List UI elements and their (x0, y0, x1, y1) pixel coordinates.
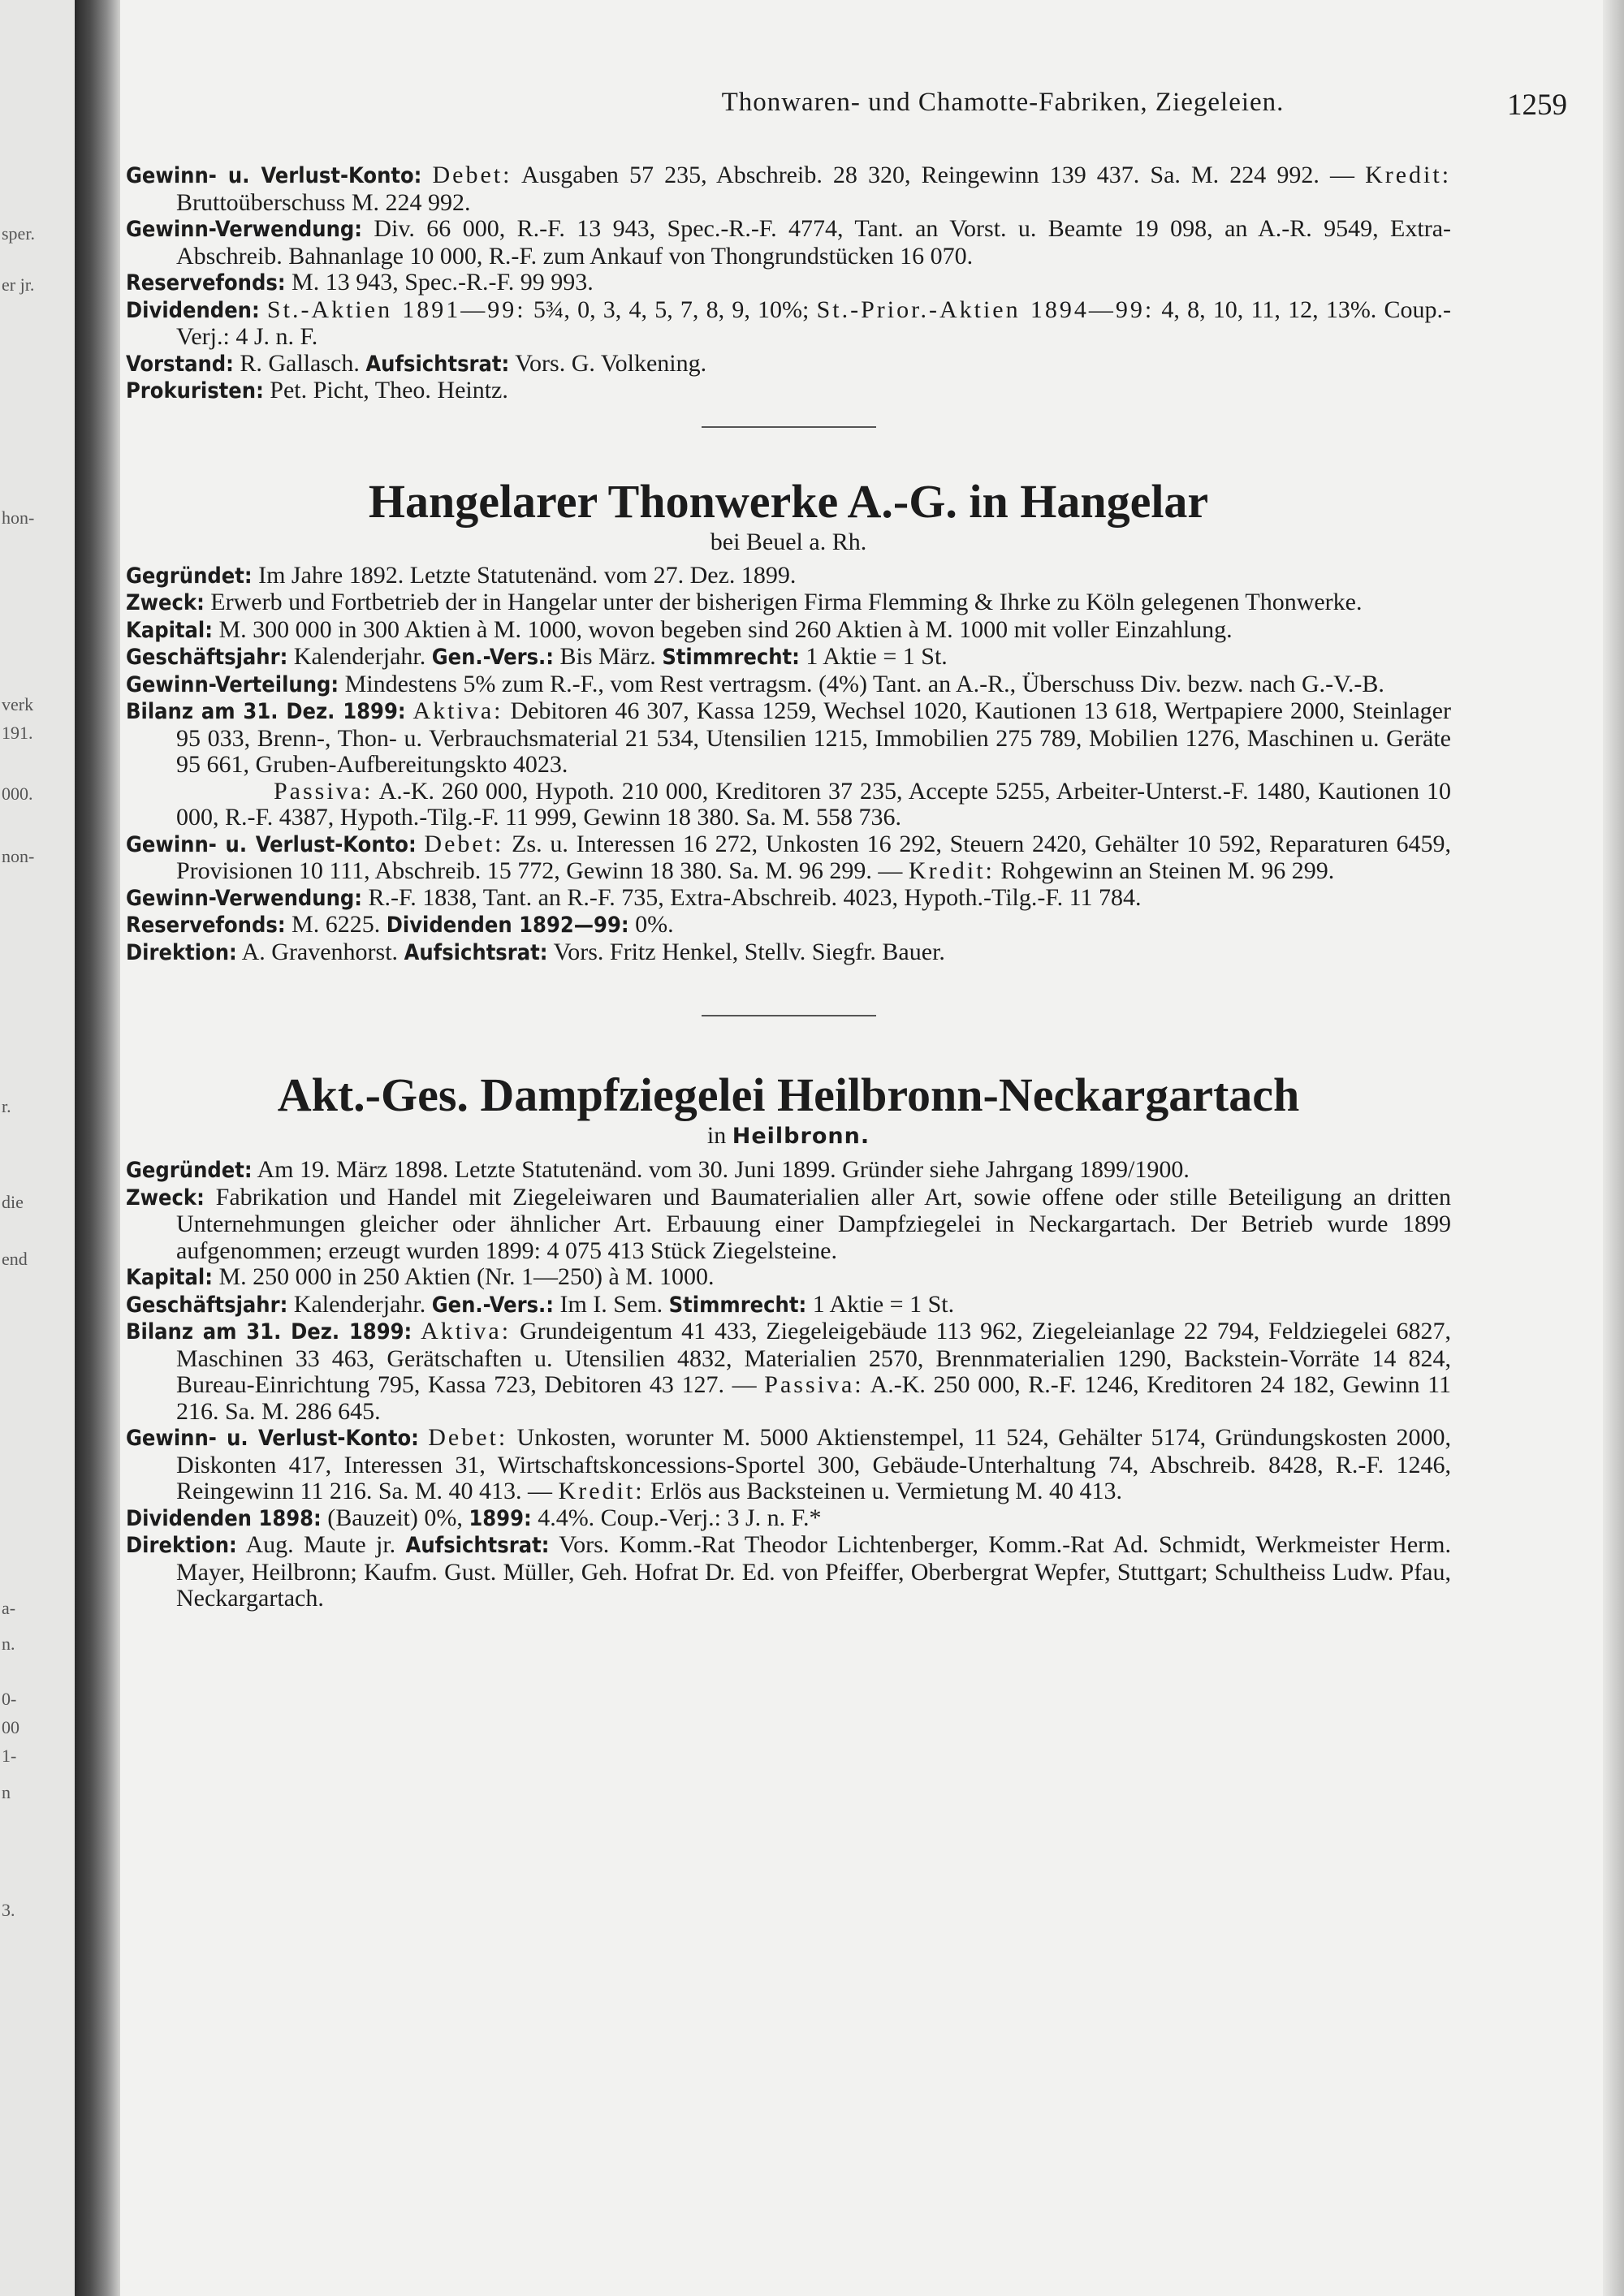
entry-label: Direktion: (126, 1533, 237, 1558)
entry-text: 1 Aktie = 1 St. (806, 643, 948, 670)
entry-label: Reservefonds: (126, 913, 286, 938)
entry-sublabel: Passiva: (764, 1371, 864, 1398)
entry-text: Grundeigentum 41 433, Ziegeleigebäude 113 962, Ziegeleianlage 22 794, Feldziegelei 6827, Maschinen 33 463, Gerätschaften u. Utensilien 4832, Materialien 2570, Brennmaterialien 1290, Backstein-Vorräte 14 824, Bureau-Einrichtung 795, Kassa 723, Debitoren 43 127. — (176, 1318, 1452, 1398)
entry-text: Zs. u. Interessen 16 272, Unkosten 16 292, Steuern 2420, Gehälter 10 592, Reparaturen 6459, Provisionen 10 111, Abschreib. 15 772, Gewinn 18 380. Sa. M. 96 299. — (176, 830, 1451, 884)
entry-gewinn-verlust-konto (126, 831, 1451, 885)
entry-sublabel: Debet: (428, 1424, 508, 1451)
entry-text: 4.4%. Coup.-Verj.: 3 J. n. F.* (538, 1504, 822, 1531)
entry-label: Gen.-Vers.: (431, 1292, 554, 1318)
entry-label: Direktion: (126, 939, 237, 965)
margin-fragment: verk (2, 694, 34, 714)
entry-label: Zweck: (126, 590, 205, 615)
entry-text: Kalenderjahr. (293, 643, 426, 670)
entry-gewinn-verteilung (126, 671, 1451, 699)
entry-label: Dividenden 1898: (126, 1505, 322, 1531)
firm-subtitle: bei Beuel a. Rh. (710, 528, 867, 555)
running-header (438, 88, 1567, 128)
entry-text: Vors. Komm.-Rat Theodor Lichtenberger, Komm.-Rat Ad. Schmidt, Werkmeister Herm. Mayer, Heilbronn; Kaufm. Gust. Müller, Geh. Hofrat Dr. Ed. von Pfeiffer, Oberbergrat Wepfer, Stuttgart; Schultheiss Ludw. Pfau, Neckargartach. (176, 1531, 1451, 1612)
firm-subtitle (126, 1122, 1451, 1150)
margin-fragment: 0- (2, 1689, 17, 1709)
entry-sublabel: Aktiva: (412, 697, 503, 724)
previous-page-margin (0, 0, 75, 2296)
entry-zweck (126, 1185, 1451, 1265)
entry-text: Vors. Fritz Henkel, Stellv. Siegfr. Bauer. (553, 938, 945, 965)
margin-fragment: a- (2, 1598, 16, 1618)
section-hangelarer-thonwerke (126, 475, 1451, 967)
entry-text: M. 13 943, Spec.-R.-F. 99 993. (292, 269, 594, 296)
entry-direktion (126, 939, 1451, 967)
entry-text: Erwerb und Fortbetrieb der in Hangelar unter der bisherigen Firma Flemming & Ihrke zu Köln gelegenen Thonwerke. (210, 589, 1363, 615)
entry-gegruendet (126, 563, 1451, 590)
entry-geschaeftsjahr (126, 1292, 1451, 1319)
entry-dividenden (126, 297, 1451, 351)
entry-label: Geschäftsjahr: (126, 1292, 288, 1318)
margin-fragment: n. (2, 1634, 15, 1654)
entry-text: Erlös aus Backsteinen u. Vermietung M. 40 413. (650, 1478, 1123, 1504)
entry-vorstand (126, 351, 1451, 378)
entry-label: Bilanz am 31. Dez. 1899: (126, 1319, 412, 1344)
book-spine-shadow (75, 0, 120, 2296)
entry-label: Gewinn- u. Verlust-Konto: (126, 1426, 419, 1451)
entry-text: M. 300 000 in 300 Aktien à M. 1000, wovon begeben sind 260 Aktien à M. 1000 mit voller Einzahlung. (218, 615, 1233, 643)
margin-fragment: sper. (2, 223, 35, 244)
margin-fragment: hon- (2, 507, 35, 528)
entry-gewinn-verwendung (126, 216, 1451, 270)
entry-label: Dividenden: (126, 297, 260, 323)
entry-label: Zweck: (126, 1185, 205, 1211)
entry-label: Stimmrecht: (668, 1292, 807, 1318)
entry-gewinn-verlust-konto (126, 1425, 1451, 1505)
entry-direktion (126, 1532, 1451, 1612)
margin-fragment: 00 (2, 1717, 19, 1737)
entry-sublabel: Debet: (424, 830, 504, 857)
entry-label: Gegründet: (126, 1158, 253, 1183)
entry-text: Vors. G. Volkening. (515, 349, 707, 377)
entry-text: 1 Aktie = 1 St. (812, 1290, 955, 1318)
entry-label: Gewinn- u. Verlust-Konto: (126, 831, 417, 857)
margin-fragment: n (2, 1782, 11, 1802)
entry-text: Unkosten, worunter M. 5000 Aktienstempel, 11 524, Gehälter 5174, Gründungskosten 2000, Diskonten 417, Interessen 31, Wirtschaftskoncessions-Sportel 300, Gebäude-Unterhaltung 74, Abschreib. 8428, R.-F. 1246, Reingewinn 11 216. Sa. M. 40 413. — (176, 1424, 1452, 1504)
margin-fragment: non- (2, 846, 35, 866)
firm-title: Akt.-Ges. Dampfziegelei Heilbronn-Neckargartach (277, 1068, 1300, 1121)
entry-text: M. 250 000 in 250 Aktien (Nr. 1—250) à M. 1000. (218, 1263, 715, 1290)
entry-dividenden (126, 1505, 1451, 1533)
entry-reservefonds (126, 912, 1451, 939)
entry-label: Gegründet: (126, 563, 253, 589)
entry-sublabel: Kredit: (1365, 162, 1452, 188)
entry-text: Bruttoüberschuss M. 224 992. (176, 188, 471, 216)
section-previous-firm-continuation (126, 162, 1451, 405)
entry-text: Ausgaben 57 235, Abschreib. 28 320, Reingewinn 139 437. Sa. M. 224 992. — (520, 162, 1354, 188)
entry-label: Vorstand: (126, 351, 234, 377)
running-header-title: Thonwaren- und Chamotte-Fabriken, Ziegeleien. (721, 88, 1285, 117)
entry-text: A.-K. 250 000, R.-F. 1246, Kreditoren 24 182, Gewinn 11 216. Sa. M. 286 645. (176, 1371, 1452, 1425)
entry-label: Prokuristen: (126, 378, 264, 404)
entry-text: Mindestens 5% zum R.-F., vom Rest vertragsm. (4%) Tant. an A.-R., Überschuss Div. bezw. nach G.-V.-B. (344, 670, 1384, 697)
entry-text: Kalenderjahr. (293, 1290, 426, 1318)
entry-text: 0%. (635, 911, 674, 938)
entry-kapital (126, 617, 1451, 645)
entry-text: Rohgewinn an Steinen M. 96 299. (1000, 857, 1335, 884)
margin-fragment: 191. (2, 723, 33, 743)
entry-prokuristen (126, 378, 1451, 405)
margin-fragment: r. (2, 1096, 11, 1116)
entry-label: Reservefonds: (126, 270, 286, 296)
entry-text: (Bauzeit) 0%, (327, 1504, 463, 1531)
page-content (126, 162, 1451, 1612)
entry-text: Am 19. März 1898. Letzte Statutenänd. vom 30. Juni 1899. Gründer siehe Jahrgang 1899/1900. (257, 1156, 1190, 1183)
entry-sublabel: Debet: (432, 162, 512, 188)
entry-sublabel: St.-Prior.-Aktien 1894—99: (816, 296, 1155, 323)
entry-text: Im Jahre 1892. Letzte Statutenänd. vom 27. Dez. 1899. (258, 561, 797, 589)
entry-sublabel: Kredit: (558, 1478, 645, 1504)
section-divider (702, 426, 876, 428)
margin-fragment: die (2, 1192, 24, 1212)
entry-text: A. Gravenhorst. (241, 938, 399, 965)
entry-text: M. 6225. (292, 911, 381, 938)
entry-zweck (126, 589, 1451, 617)
entry-label: Stimmrecht: (662, 645, 800, 670)
entry-label: Aufsichtsrat: (405, 1533, 550, 1558)
entry-text: R. Gallasch. (240, 349, 360, 377)
firm-subtitle-city: Heilbronn. (732, 1124, 870, 1149)
entry-bilanz (126, 698, 1451, 831)
entry-sublabel: Kredit: (908, 857, 995, 884)
firm-title: Hangelarer Thonwerke A.-G. in Hangelar (368, 474, 1209, 528)
entry-text: Debitoren 46 307, Kassa 1259, Wechsel 1020, Kautionen 13 618, Wertpapiere 2000, Steinlager 95 033, Brenn-, Thon- u. Verbrauchsmaterial 21 534, Utensilien 1215, Immobilien 275 789, Mobilien 1276, Maschinen u. Geräte 95 661, Gruben-Aufbereitungskto 4023. (176, 697, 1451, 778)
entry-text: Im I. Sem. (559, 1290, 663, 1318)
entry-sublabel: St.-Aktien 1891—99: (266, 296, 526, 323)
entry-label: Aufsichtsrat: (365, 351, 510, 377)
entry-kapital (126, 1264, 1451, 1292)
entry-label: Geschäftsjahr: (126, 645, 288, 670)
entry-label: 1899: (469, 1505, 532, 1531)
margin-fragment: end (2, 1249, 28, 1269)
entry-text: Pet. Picht, Theo. Heintz. (270, 377, 508, 404)
entry-text: 5¾, 0, 3, 4, 5, 7, 8, 9, 10%; (533, 296, 810, 323)
entry-text: 4, 8, 10, 11, 12, 13%. Coup.-Verj.: 4 J. n. F. (176, 296, 1452, 350)
margin-fragment: 1- (2, 1746, 17, 1766)
entry-geschaeftsjahr (126, 644, 1451, 671)
entry-label: Bilanz am 31. Dez. 1899: (126, 699, 406, 724)
entry-gewinn-verwendung (126, 885, 1451, 913)
margin-fragment: 000. (2, 783, 33, 804)
page-number: 1259 (1507, 88, 1567, 122)
entry-text: Fabrikation und Handel mit Ziegeleiwaren und Baumaterialien aller Art, sowie offene oder stille Beteiligung an dritten Unternehmungen gleicher oder ähnlicher Art. Erbauung einer Dampfziegelei in Neckargartach. Der Betrieb wurde 1899 aufgenommen; erzeugt wurden 1899: 4 075 413 Stück Ziegelsteine. (176, 1183, 1451, 1264)
firm-subtitle-prefix: in (706, 1122, 727, 1149)
entry-label: Gewinn-Verteilung: (126, 671, 339, 697)
entry-label: Kapital: (126, 1265, 213, 1290)
entry-label: Gewinn- u. Verlust-Konto: (126, 163, 422, 188)
margin-fragment: 3. (2, 1900, 15, 1920)
entry-text: Div. 66 000, R.-F. 13 943, Spec.-R.-F. 4774, Tant. an Vorst. u. Beamte 19 098, an A.-R. 9549, Extra-Abschreib. Bahnanlage 10 000, R.-F. zum Ankauf von Thongrundstücken 16 070. (176, 215, 1451, 270)
entry-label: Gewinn-Verwendung: (126, 885, 362, 911)
entry-text: R.-F. 1838, Tant. an R.-F. 735, Extra-Abschreib. 4023, Hypoth.-Tilg.-F. 11 784. (368, 883, 1142, 911)
margin-fragment: er jr. (2, 274, 35, 295)
entry-text: A.-K. 260 000, Hypoth. 210 000, Kreditoren 37 235, Accepte 5255, Arbeiter-Unterst.-F. 1480, Kautionen 10 000, R.-F. 4387, Hypoth.-Tilg.-F. 11 999, Gewinn 18 380. Sa. M. 558 736. (176, 777, 1451, 831)
entry-label: Dividenden 1892—99: (386, 913, 629, 938)
entry-label: Aufsichtsrat: (404, 939, 548, 965)
entry-text: Bis März. (559, 643, 656, 670)
entry-bilanz (126, 1318, 1451, 1425)
entry-label: Gen.-Vers.: (431, 645, 554, 670)
book-page (122, 0, 1603, 2296)
section-divider (702, 1015, 876, 1016)
entry-sublabel: Passiva: (274, 777, 374, 805)
entry-label: Gewinn-Verwendung: (126, 217, 362, 242)
entry-text: Aug. Maute jr. (245, 1531, 396, 1558)
entry-reservefonds (126, 270, 1451, 297)
page-edge-shadow (1603, 0, 1624, 2296)
entry-label: Kapital: (126, 617, 213, 643)
entry-gegruendet (126, 1157, 1451, 1185)
section-dampfziegelei-heilbronn (126, 1068, 1451, 1612)
entry-gewinn-verlust-konto (126, 162, 1451, 216)
entry-sublabel: Aktiva: (421, 1318, 512, 1344)
